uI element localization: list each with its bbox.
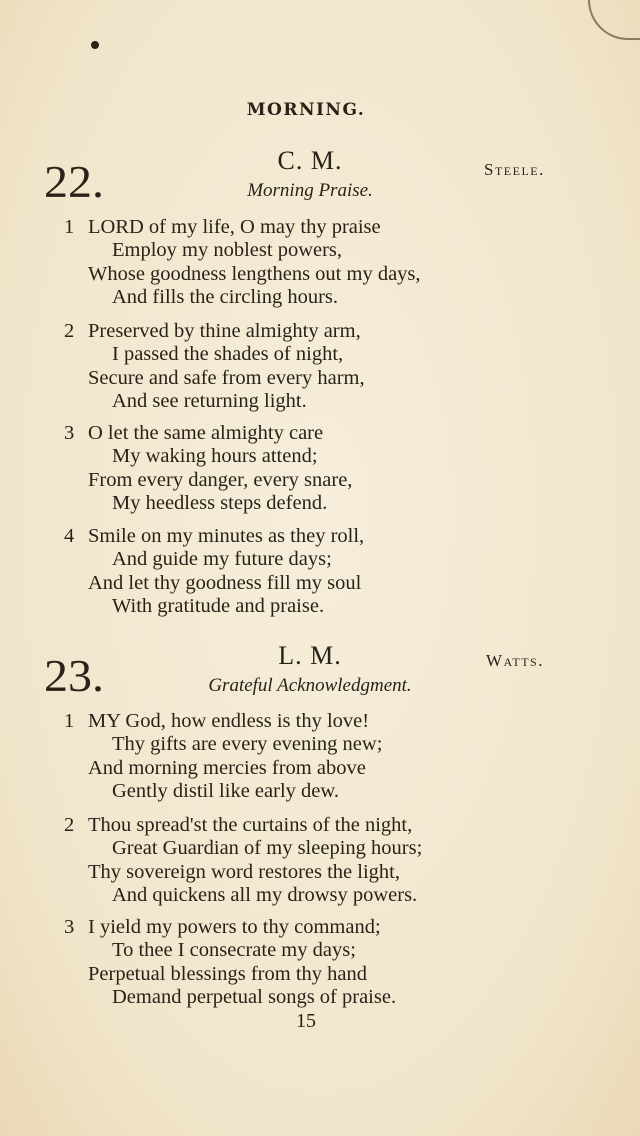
hymn-number: 22. — [44, 157, 104, 208]
verse-line: My heedless steps defend. — [112, 491, 328, 514]
verse-line: To thee I consecrate my days; — [112, 939, 356, 962]
hymn-title: Grateful Acknowledgment. — [208, 675, 412, 696]
page-number: 15 — [296, 1010, 316, 1032]
verse-line: And fills the circling hours. — [112, 285, 339, 308]
verse-line: 3 O let the same almighty care — [64, 422, 324, 444]
running-head: MORNING. — [246, 100, 366, 120]
hymn-number: 23. — [44, 651, 104, 702]
verse-line: And let thy goodness fill my soul — [88, 571, 362, 594]
stanza-number: 2 — [64, 814, 75, 836]
verse-line: 1 LORD of my life, O may thy praise — [64, 216, 381, 238]
stanza — [64, 216, 584, 309]
verse-line: From every danger, every snare, — [88, 468, 353, 491]
verse-line: Employ my noblest powers, — [112, 239, 343, 262]
verse-line: Great Guardian of my sleeping hours; — [112, 837, 423, 860]
stanza-number: 3 — [64, 916, 75, 938]
verse-line: Perpetual blessings from thy hand — [88, 962, 367, 985]
stanza — [64, 525, 584, 618]
stanza-number: 4 — [64, 525, 75, 547]
verse-line: 3 I yield my powers to thy command; — [64, 916, 381, 938]
hymn-author: Steele. — [484, 160, 545, 179]
verse-line: 1 MY God, how endless is thy love! — [64, 710, 370, 732]
stanza — [64, 916, 584, 1009]
verse-line: Whose goodness lengthens out my days, — [88, 262, 421, 285]
verse-line: My waking hours attend; — [112, 445, 318, 468]
stanza-number: 2 — [64, 320, 75, 342]
verse-line: 4 Smile on my minutes as they roll, — [64, 525, 365, 547]
verse-line: And morning mercies from above — [88, 756, 366, 779]
hymn-meter: L. M. — [278, 641, 342, 670]
stanza-number: 3 — [64, 422, 75, 444]
ink-dot — [91, 41, 99, 49]
verse-line: And guide my future days; — [112, 548, 332, 571]
verse-line: With gratitude and praise. — [112, 594, 325, 617]
verse-line: I passed the shades of night, — [112, 343, 344, 366]
verse-line: 2 Preserved by thine almighty arm, — [64, 320, 361, 342]
verse-line: Demand perpetual songs of praise. — [112, 985, 397, 1008]
verse-line: Secure and safe from every harm, — [88, 366, 365, 389]
stanza — [64, 320, 584, 413]
hymn-author: Watts. — [486, 651, 544, 670]
verse-line: 2 Thou spread'st the curtains of the night, — [64, 814, 413, 836]
verse-line: Gently distil like early dew. — [112, 779, 339, 802]
stanza-number: 1 — [64, 216, 75, 238]
stanza — [64, 814, 584, 907]
hymn-title: Morning Praise. — [247, 180, 373, 201]
stanza — [64, 422, 584, 515]
stanza — [64, 710, 584, 803]
verse-line: And see returning light. — [112, 389, 307, 412]
stanza-number: 1 — [64, 710, 75, 732]
hymn-meter: C. M. — [277, 146, 343, 175]
verse-line: Thy sovereign word restores the light, — [88, 860, 400, 883]
verse-line: And quickens all my drowsy powers. — [112, 883, 418, 906]
page-corner-curl — [588, 0, 640, 40]
verse-line: Thy gifts are every evening new; — [112, 733, 383, 756]
